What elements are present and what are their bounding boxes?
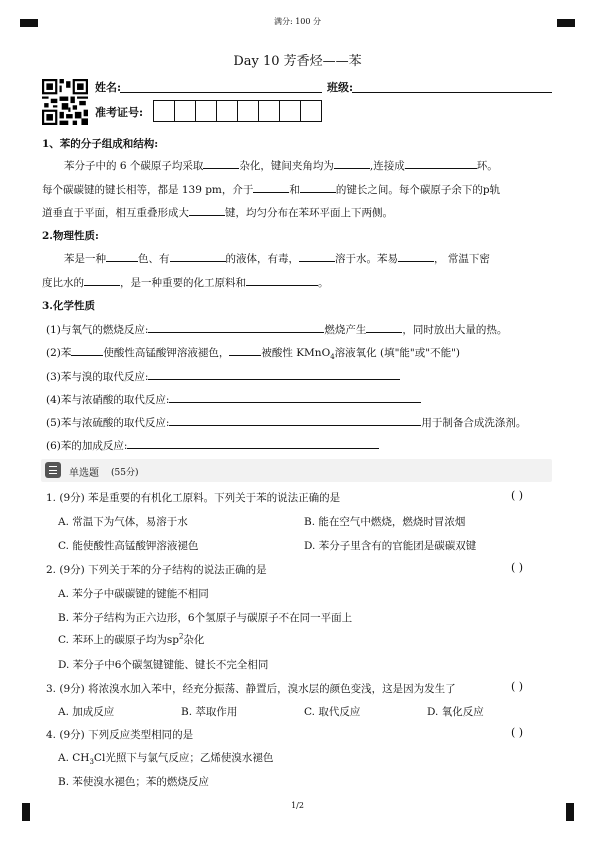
score-header: 满分: 100 分 [273, 17, 322, 26]
s1-text: 环。 [476, 160, 498, 172]
s1-text: 杂化，键间夹角均为 [239, 160, 334, 172]
page-title: Day 10 芳香烃——苯 [233, 54, 362, 69]
q2-option-c-text: 杂化 [183, 634, 205, 646]
question-1-stem: 1. (9分) 苯是重要的有机化工原料。下列关于苯的说法正确的是 [46, 492, 341, 504]
question-3-stem: 3. (9分) 将浓溴水加入苯中，经充分振荡、静置后，溴水层的颜色变浅，这是因为发生了 [46, 683, 456, 695]
q2-option-d[interactable]: D. 苯分子中6个碳氢键键能、键长不完全相同 [58, 659, 269, 671]
s2-text: ， 常温下密 [434, 253, 490, 265]
s2-text: 苯是一种 [64, 253, 106, 265]
q3-option-a[interactable]: A. 加成反应 [58, 706, 115, 718]
blank-kmno4-1[interactable] [71, 355, 103, 356]
s3-text: (1)与氧气的燃烧反应: [46, 324, 149, 336]
q4-option-a-text: A. CH [58, 752, 90, 764]
blank-addition-eq[interactable] [127, 448, 379, 449]
blank-color[interactable] [106, 261, 138, 262]
blank-nitration-eq[interactable] [169, 402, 421, 403]
s2-text: 。 [318, 277, 329, 289]
answer-paren-1[interactable]: ( ) [511, 489, 524, 502]
blank-smell[interactable] [170, 261, 226, 262]
s1-text: 道垂直于平面，相互重叠形成大 [42, 207, 189, 219]
subscript: 3 [89, 758, 94, 767]
name-label: 姓名: [95, 81, 122, 94]
s3-text: 使酸性高锰酸钾溶液褪色， [103, 347, 230, 359]
s2-text: 溶于水。苯易 [335, 253, 398, 265]
s1-text: ,连接成 [369, 160, 405, 172]
q3-option-b[interactable]: B. 萃取作用 [181, 706, 238, 718]
blank-solubility[interactable] [299, 261, 335, 262]
page-number: 1/2 [291, 801, 304, 810]
s1-text: 和 [289, 184, 300, 196]
s3-text: 溶液氧化 (填"能"或"不能") [334, 347, 461, 359]
s2-text: 度比水的 [42, 277, 84, 289]
q1-option-b[interactable]: B. 能在空气中燃烧，燃烧时冒浓烟 [304, 516, 466, 528]
answer-paren-3[interactable]: ( ) [511, 680, 524, 693]
blank-hybridization[interactable] [203, 168, 239, 169]
list-icon [45, 462, 61, 478]
blank-bond-2[interactable] [300, 192, 336, 193]
s1-text: 每个碳碳键的键长相等，都是 139 pm，介于 [42, 184, 254, 196]
s1-text: 苯分子中的 6 个碳原子均采取 [64, 160, 204, 172]
s3-text: (2)苯 [46, 347, 72, 359]
section-points: (55分) [111, 468, 139, 478]
q1-option-c[interactable]: C. 能使酸性高锰酸钾溶液褪色 [58, 540, 199, 552]
q1-option-d[interactable]: D. 苯分子里含有的官能团是碳碳双键 [304, 540, 477, 552]
section-1-heading: 1、苯的分子组成和结构: [42, 138, 159, 150]
answer-paren-2[interactable]: ( ) [511, 561, 524, 574]
s2-text: ，是一种重要的化工原料和 [120, 277, 246, 289]
blank-ring[interactable] [405, 168, 477, 169]
class-field[interactable] [352, 92, 552, 93]
q2-option-c[interactable] [58, 632, 204, 647]
q3-option-d[interactable]: D. 氧化反应 [427, 706, 484, 718]
s2-text: 的液体，有毒， [225, 253, 299, 265]
blank-flame[interactable] [366, 332, 402, 333]
exam-number-label: 准考证号: [95, 106, 144, 119]
q4-option-a[interactable] [58, 750, 273, 766]
qr-code-icon [42, 79, 88, 125]
blank-solvent[interactable] [246, 285, 318, 286]
s1-text: 键，均匀分布在苯环平面上下两侧。 [225, 207, 393, 219]
blank-bromination-eq[interactable] [148, 379, 400, 380]
q2-option-c-text: C. 苯环上的碳原子均为sp [58, 634, 179, 646]
class-label: 班级: [327, 81, 354, 94]
q2-option-a[interactable]: A. 苯分子中碳碳键的键能不相同 [58, 588, 209, 600]
s3-text: (4)苯与浓硝酸的取代反应: [46, 394, 170, 406]
question-section-header [41, 459, 552, 482]
q4-option-a-text: Cl光照下与氯气反应；乙烯使溴水褪色 [93, 752, 274, 764]
section-2-heading: 2.物理性质: [42, 230, 99, 242]
s3-text: 燃烧产生 [324, 324, 367, 336]
superscript: 2 [178, 632, 184, 641]
subscript: 4 [330, 353, 335, 362]
q1-option-a[interactable]: A. 常温下为气体，易溶于水 [58, 516, 188, 528]
q4-option-b[interactable]: B. 苯使溴水褪色；苯的燃烧反应 [58, 776, 209, 788]
exam-number-boxes[interactable] [154, 100, 322, 122]
blank-bond-angle[interactable] [334, 168, 370, 169]
blank-kmno4-2[interactable] [229, 355, 261, 356]
blank-sulfonation-eq[interactable] [169, 425, 421, 426]
blank-bond-1[interactable] [253, 192, 289, 193]
blank-volatility[interactable] [398, 261, 434, 262]
s2-text: 色、有 [138, 253, 170, 265]
s1-text: 的键长之间。每个碳原子余下的p轨 [335, 184, 501, 196]
question-2-stem: 2. (9分) 下列关于苯的分子结构的说法正确的是 [46, 564, 267, 576]
q3-option-c[interactable]: C. 取代反应 [304, 706, 361, 718]
q2-option-b[interactable]: B. 苯分子结构为正六边形，6个氢原子与碳原子不在同一平面上 [58, 612, 353, 624]
blank-density[interactable] [84, 285, 120, 286]
blank-pi-bond[interactable] [189, 215, 225, 216]
s3-text: 被酸性 KMnO [261, 347, 331, 359]
section-3-heading: 3.化学性质 [42, 300, 95, 312]
answer-paren-4[interactable]: ( ) [511, 726, 524, 739]
section-label: 单选题 [69, 468, 99, 479]
s3-text: (3)苯与溴的取代反应: [46, 371, 149, 383]
s3-text: ，同时放出大量的热。 [402, 324, 508, 336]
question-4-stem: 4. (9分) 下列反应类型相同的是 [46, 729, 194, 741]
s3-text: 用于制备合成洗涤剂。 [421, 417, 527, 429]
blank-combustion-eq[interactable] [148, 332, 324, 333]
s3-text: (5)苯与浓硫酸的取代反应: [46, 417, 170, 429]
s3-text: (6)苯的加成反应: [46, 440, 128, 452]
name-field[interactable] [120, 92, 322, 93]
